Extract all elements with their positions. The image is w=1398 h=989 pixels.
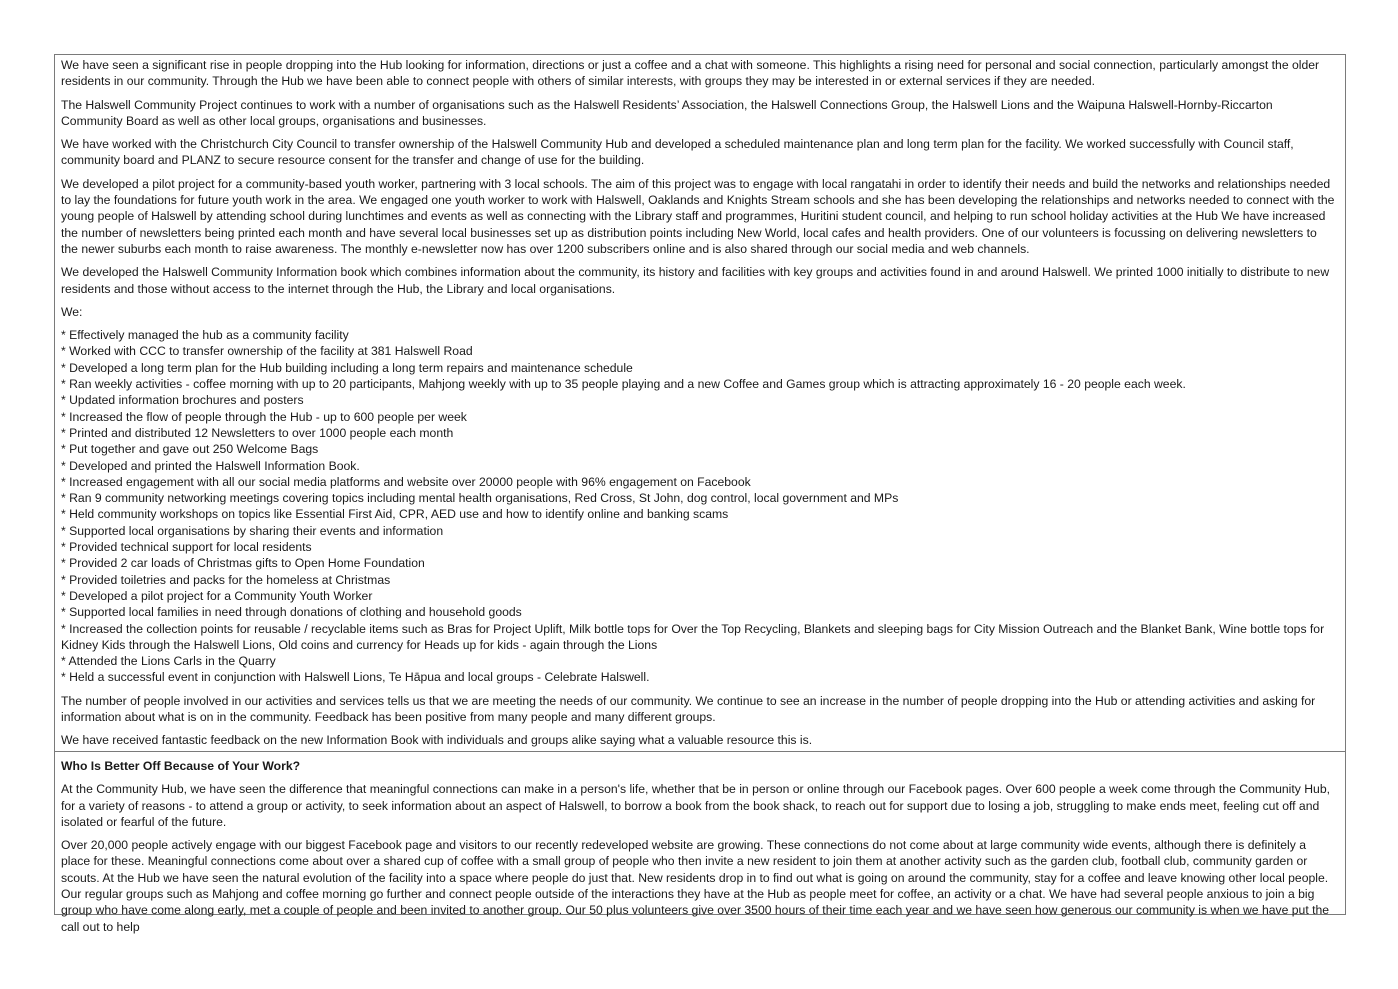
body-paragraph: The number of people involved in our activities and services tells us that we are meeting the needs of our community. We continue to see an increase in the number of people dropping into the Hub or attending activities and asking for information about what is on in the community. Feedback has been positive from many people and many different groups.	[61, 693, 1316, 724]
list-item: * Ran weekly activities - coffee morning with up to 20 participants, Mahjong weekly with up to 35 people playing and a new Coffee and Games group which is attracting approximately 16 - 20 people each week.	[61, 377, 1186, 392]
section-heading: Who Is Better Off Because of Your Work?	[61, 759, 301, 773]
list-item: * Worked with CCC to transfer ownership of the facility at 381 Halswell Road	[61, 344, 473, 359]
report-table	[54, 54, 1346, 934]
body-paragraph: Over 20,000 people actively engage with our biggest Facebook page and visitors to our recently redeveloped website are growing. These connections do not come about at large community wide events, although there is definitely a place for these. Meaningful connections come about over a shared cup of coffee with a small group of people who then invite a new resident to join them at another activity such as the garden club, football club, community garden or scouts. At the Hub we have seen the natural evolution of the facility into a space where people do just that. New residents drop in to find out what is going on around the community, stay for a coffee and leave knowing other local people. Our regular groups such as Mahjong and coffee morning go further and connect people outside of the interactions they have at the Hub as people meet for coffee, an activity or a chat. We have had several people anxious to join a big group who have come along early, met a couple of people and been invited to another group. Our 50 plus volunteers give over 3500 hours of their time each year and we have seen how generous our community is when we have put the call out to help	[61, 838, 1330, 934]
list-item: * Developed a long term plan for the Hub building including a long term repairs and maintenance schedule	[61, 360, 633, 375]
body-paragraph: We have seen a significant rise in people dropping into the Hub looking for information, directions or just a coffee and a chat with someone. This highlights a rising need for personal and social connection, particularly amongst the older residents in our community. Through the Hub we have been able to connect people with others of similar interests, with groups they may be interested in or external services if they are needed.	[61, 58, 1320, 89]
activities-cell	[55, 55, 1345, 752]
list-item: * Updated information brochures and posters	[61, 393, 304, 408]
list-item: * Increased the collection points for reusable / recyclable items such as Bras for Project Uplift, Milk bottle tops for Over the Top Recycling, Blankets and sleeping bags for City Mission Outreach and the Blanket Bank, Wine bottle tops for Kidney Kids through the Halswell Lions, Old coins and currency for Heads up for kids - again through the Lions	[61, 621, 1325, 652]
list-item: * Increased the flow of people through the Hub - up to 600 people per week	[61, 409, 467, 424]
achievements-list	[61, 327, 1337, 686]
list-item: * Held community workshops on topics like Essential First Aid, CPR, AED use and how to identify online and banking scams	[61, 507, 729, 522]
list-item: * Supported local organisations by sharing their events and information	[61, 523, 444, 538]
list-item: * Increased engagement with all our social media platforms and website over 20000 people with 96% engagement on Facebook	[61, 474, 751, 489]
body-paragraph: We:	[61, 304, 83, 319]
intro-paragraphs	[61, 57, 1337, 320]
list-item: * Developed and printed the Halswell Information Book.	[61, 458, 360, 473]
list-item: * Attended the Lions Carls in the Quarry	[61, 654, 276, 669]
body-paragraph: At the Community Hub, we have seen the difference that meaningful connections can make in a person's life, whether that be in person or online through our Facebook pages. Over 600 people a week come through the Community Hub, for a variety of reasons - to attend a group or activity, to seek information about an aspect of Halswell, to borrow a book from the book shack, to reach out for support due to losing a job, struggling to make ends meet, feeling cut off and isolated or fearful of the future.	[61, 782, 1330, 829]
body-paragraph: We developed a pilot project for a community-based youth worker, partnering with 3 local schools. The aim of this project was to engage with local rangatahi in order to identify their needs and build the networks and relationships needed to lay the foundations for future youth work in the area. We engaged one youth worker to work with Halswell, Oaklands and Knights Stream schools and she has been developing the relationships and networks needed to connect with the young people of Halswell by attending school during lunchtimes and events as well as connecting with the Library staff and programmes, Huritini student council, and helping to run school holiday activities at the Hub We have increased the number of newsletters being printed each month and have several local businesses set up as distribution points including New World, local cafes and health providers. One of our volunteers is focussing on delivering newsletters to the newer suburbs each month to raise awareness. The monthly e-newsletter now has over 1200 subscribers online and is also shared through our social media and web channels.	[61, 176, 1335, 256]
body-paragraph: We have received fantastic feedback on the new Information Book with individuals and groups alike saying what a valuable resource this is.	[61, 733, 813, 748]
list-item: * Provided toiletries and packs for the homeless at Christmas	[61, 572, 391, 587]
closing-paragraphs	[61, 693, 1337, 749]
list-item: * Supported local families in need through donations of clothing and household goods	[61, 605, 522, 620]
impact-cell	[55, 752, 1345, 935]
body-paragraph: The Halswell Community Project continues to work with a number of organisations such as the Halswell Residents’ Association, the Halswell Connections Group, the Halswell Lions and the Waipuna Halswell-Hornby-Riccarton Community Board as well as other local groups, organisations and businesses.	[61, 97, 1273, 128]
list-item: * Provided 2 car loads of Christmas gifts to Open Home Foundation	[61, 556, 425, 571]
body-paragraph: We developed the Halswell Community Information book which combines information about the community, its history and facilities with key groups and activities found in and around Halswell. We printed 1000 initially to distribute to new residents and those without access to the internet through the Hub, the Library and local organisations.	[61, 265, 1330, 296]
list-item: * Developed a pilot project for a Community Youth Worker	[61, 588, 373, 603]
list-item: * Effectively managed the hub as a community facility	[61, 328, 349, 343]
list-item: * Put together and gave out 250 Welcome Bags	[61, 442, 319, 457]
list-item: * Held a successful event in conjunction with Halswell Lions, Te Hāpua and local groups - Celebrate Halswell.	[61, 670, 650, 685]
list-item: * Provided technical support for local residents	[61, 540, 312, 555]
list-item: * Printed and distributed 12 Newsletters to over 1000 people each month	[61, 425, 454, 440]
impact-paragraphs	[61, 781, 1337, 935]
list-item: * Ran 9 community networking meetings covering topics including mental health organisations, Red Cross, St John, dog control, local government and MPs	[61, 491, 899, 506]
body-paragraph: We have worked with the Christchurch City Council to transfer ownership of the Halswell Community Hub and developed a scheduled maintenance plan and long term plan for the facility. We worked successfully with Council staff, community board and PLANZ to secure resource consent for the transfer and change of use for the building.	[61, 137, 1294, 168]
